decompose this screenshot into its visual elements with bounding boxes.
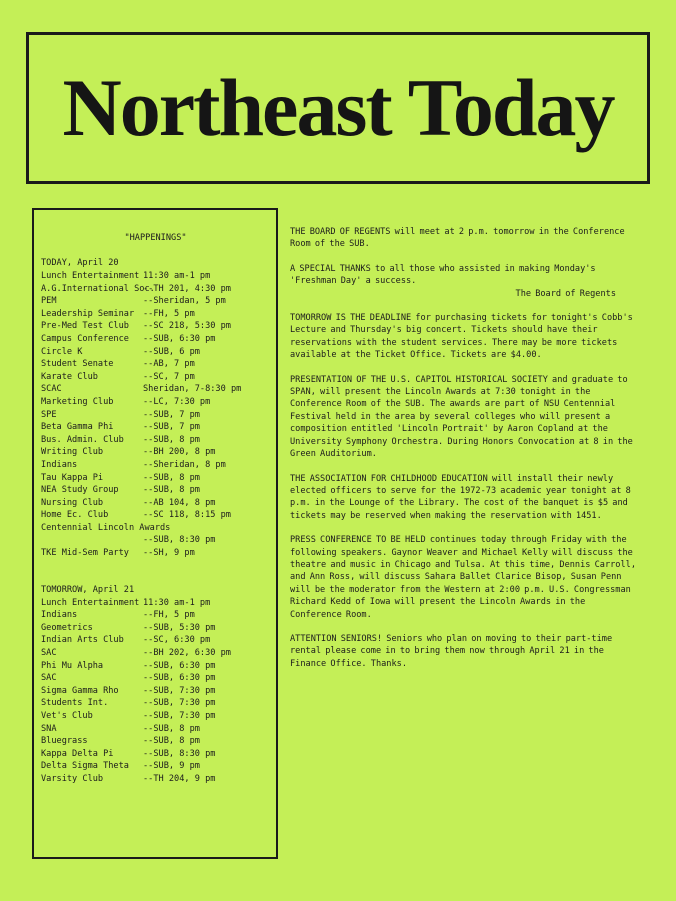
event-row [41, 672, 270, 685]
event-organization: Bluegrass [41, 736, 88, 747]
masthead-title: Northeast Today [62, 62, 614, 153]
event-row [41, 459, 270, 472]
event-organization: Students Int. [41, 698, 109, 709]
event-time-place: --SUB, 8 pm [143, 736, 200, 747]
event-organization: SNA [41, 723, 57, 734]
event-time-place: --SUB, 7:30 pm [143, 698, 216, 709]
announcement-paragraph [290, 312, 640, 362]
event-time-place: Sheridan, 7-8:30 pm [143, 384, 242, 395]
day-heading: TODAY, April 20 [41, 258, 119, 268]
event-organization: Indian Arts Club [41, 635, 124, 646]
event-row [41, 472, 270, 485]
announcement-text: PRESS CONFERENCE TO BE HELD continues today through Friday with the following speakers. Gaynor Weaver and Michael Kelly will discuss the theatre and music in Chicago and Tulsa. At this time, Dennis Carroll, and Ann Ross, will discuss Sahara Ballet Clarice Bisop, Susan Penn will be the moderator from the Western at 2:00 p.m. U.S. Congressman Richard Kedd of Iowa will present the Lincoln Awards in the Conference Room. [290, 535, 636, 620]
event-time-place: --SH, 9 pm [143, 548, 195, 559]
event-time-place: 11:30 am-1 pm [143, 271, 211, 281]
event-row [41, 421, 270, 434]
announcement-paragraph [290, 534, 640, 621]
event-time-place: --SUB, 8 pm [143, 723, 200, 734]
event-time-place: --LC, 7:30 pm [143, 396, 211, 407]
event-time-place: --SUB, 8 pm [143, 485, 200, 496]
announcement-paragraph [290, 473, 640, 523]
event-time-place: --FH, 5 pm [143, 610, 195, 621]
announcement-text: THE BOARD OF REGENTS will meet at 2 p.m. tomorrow in the Conference Room of the SUB. [290, 227, 625, 250]
event-organization: Marketing Club [41, 396, 114, 407]
event-organization: Delta Sigma Theta [41, 761, 129, 772]
event-organization: SAC [41, 673, 57, 684]
event-organization: Centennial Lincoln Awards [41, 522, 171, 533]
event-time-place: --SUB, 8 pm [143, 472, 200, 483]
event-time-place: --SC, 7 pm [143, 371, 195, 382]
event-row [41, 308, 270, 321]
event-time-place: --SUB, 7:30 pm [143, 685, 216, 696]
happenings-title: "HAPPENINGS" [124, 233, 187, 243]
event-organization: Nursing Club [41, 497, 104, 508]
announcement-text: THE ASSOCIATION FOR CHILDHOOD EDUCATION will install their newly elected officers to serve for the 1972-73 academic year tonight at 8 p.m. in the Lounge of the Library. The cost of the banquet is $5 and tickets may be reserved when making the reservation with 1451. [290, 473, 631, 521]
event-row [41, 710, 270, 723]
event-time-place: --SUB, 7 pm [143, 409, 200, 420]
event-time-place: --SUB, 7 pm [143, 422, 200, 433]
event-row [41, 773, 270, 786]
event-organization: Varsity Club [41, 773, 104, 784]
event-time-place: --TH 201, 4:30 pm [143, 283, 231, 294]
event-row [41, 383, 270, 396]
event-time-place: --SUB, 8:30 pm [143, 748, 216, 759]
event-row [41, 597, 270, 610]
event-row [41, 270, 270, 283]
event-organization: SPE [41, 409, 57, 420]
announcements-column [290, 226, 640, 682]
announcement-text: ATTENTION SENIORS! Seniors who plan on moving to their part-time rental please come in to bring them now through April 21 in the Finance Office. Thanks. [290, 633, 613, 669]
event-organization: Lunch Entertainment [41, 597, 140, 608]
event-row-continuation [41, 534, 270, 547]
event-organization: Lunch Entertainment [41, 271, 140, 281]
event-organization: A.G.International Soc. [41, 283, 155, 294]
event-time-place: --SUB, 6 pm [143, 346, 200, 357]
event-row [41, 697, 270, 710]
event-organization: Kappa Delta Pi [41, 748, 114, 759]
event-row [41, 497, 270, 510]
event-row [41, 735, 270, 748]
event-row [41, 547, 270, 560]
event-organization: Beta Gamma Phi [41, 422, 114, 433]
event-row [41, 358, 270, 371]
event-organization: Geometrics [41, 622, 93, 633]
event-organization: Bus. Admin. Club [41, 434, 124, 445]
event-organization: SAC [41, 648, 57, 659]
event-row [41, 760, 270, 773]
event-organization: NEA Study Group [41, 485, 119, 496]
event-time-place: --SUB, 6:30 pm [143, 660, 216, 671]
event-row [41, 634, 270, 647]
event-time-place: --SUB, 6:30 pm [143, 333, 216, 344]
event-time-place: --SC, 6:30 pm [143, 635, 211, 646]
event-row [41, 509, 270, 522]
event-organization: Campus Conference [41, 333, 129, 344]
event-organization: PEM [41, 296, 57, 307]
event-row [41, 371, 270, 384]
event-row [41, 622, 270, 635]
event-organization: TKE Mid-Sem Party [41, 548, 129, 559]
event-time-place: --SC 218, 5:30 pm [143, 321, 231, 332]
announcement-text: TOMORROW IS THE DEADLINE for purchasing tickets for tonight's Cobb's Lecture and Thursday's big concert. Tickets should have their reservations with the student services. There may be more tickets available at the Ticket Office. Tickets are $4.00. [290, 313, 633, 361]
announcement-paragraph [290, 633, 640, 670]
announcement-paragraph [290, 374, 640, 461]
event-organization: Writing Club [41, 447, 104, 458]
event-time-place: --SC 118, 8:15 pm [143, 510, 231, 521]
event-organization: Vet's Club [41, 711, 93, 721]
event-time-place [170, 522, 270, 535]
event-time-place: --FH, 5 pm [143, 308, 195, 319]
event-time-place: --SUB, 6:30 pm [143, 673, 216, 684]
event-row [41, 723, 270, 736]
event-row [41, 522, 270, 535]
event-row [41, 484, 270, 497]
event-time-place: --AB 104, 8 pm [143, 497, 216, 508]
event-row [41, 685, 270, 698]
event-time-place: --BH 202, 6:30 pm [143, 648, 231, 659]
event-row [41, 446, 270, 459]
event-time-place: --AB, 7 pm [143, 359, 195, 370]
day-heading: TOMORROW, April 21 [41, 584, 135, 595]
happenings-box [32, 208, 278, 859]
event-organization: Circle K [41, 346, 83, 357]
event-row [41, 609, 270, 622]
announcement-text: A SPECIAL THANKS to all those who assisted in making Monday's 'Freshman Day' a success. [290, 263, 596, 287]
event-time-place: --TH 204, 9 pm [143, 773, 216, 784]
event-organization: Leadership Seminar [41, 308, 135, 319]
event-time-place: --BH 200, 8 pm [143, 447, 216, 458]
event-row [41, 346, 270, 359]
event-row [41, 396, 270, 409]
event-time-place: --SUB, 8:30 pm [143, 535, 216, 546]
announcement-text: PRESENTATION OF THE U.S. CAPITOL HISTORICAL SOCIETY and graduate to SPAN, will present the Lincoln Awards at 7:30 tonight in the Conference Room of the SUB. The awards are part of NSU Centennial Festival held in the area by several colleges who will present a composition entitled 'Lincoln Portrait' by Aaron Copland at the University Symphony Orchestra. During Honors Convocation at 8 in the Green Auditorium. [290, 374, 633, 460]
event-row [41, 333, 270, 346]
event-organization: Tau Kappa Pi [41, 472, 104, 483]
event-organization: Indians [41, 459, 78, 470]
announcement-paragraph [290, 226, 640, 251]
masthead [26, 32, 650, 184]
event-row [41, 660, 270, 673]
event-organization: Phi Mu Alpha [41, 660, 104, 671]
event-time-place: --SUB, 7:30 pm [143, 711, 216, 721]
event-row [41, 647, 270, 660]
event-row [41, 434, 270, 447]
event-time-place: --SUB, 5:30 pm [143, 622, 216, 633]
event-time-place: --Sheridan, 8 pm [143, 459, 226, 470]
event-organization: Karate Club [41, 371, 98, 382]
event-row [41, 409, 270, 422]
event-time-place: --SUB, 8 pm [143, 434, 200, 445]
event-time-place: 11:30 am-1 pm [143, 597, 211, 608]
event-organization: Indians [41, 610, 78, 621]
announcement-signature: The Board of Regents [515, 288, 616, 299]
day-separator [41, 560, 270, 572]
event-organization: Student Senate [41, 359, 114, 370]
event-row [41, 748, 270, 761]
event-time-place: --SUB, 9 pm [143, 761, 200, 772]
event-row [41, 295, 270, 308]
announcement-paragraph [290, 263, 640, 300]
event-organization: Sigma Gamma Rho [41, 685, 119, 696]
event-organization: SCAC [41, 384, 62, 395]
event-row [41, 320, 270, 333]
happenings-days [41, 257, 270, 786]
event-time-place: --Sheridan, 5 pm [143, 296, 226, 307]
event-organization: Pre-Med Test Club [41, 321, 129, 332]
event-organization: Home Ec. Club [41, 510, 109, 521]
event-row [41, 283, 270, 296]
